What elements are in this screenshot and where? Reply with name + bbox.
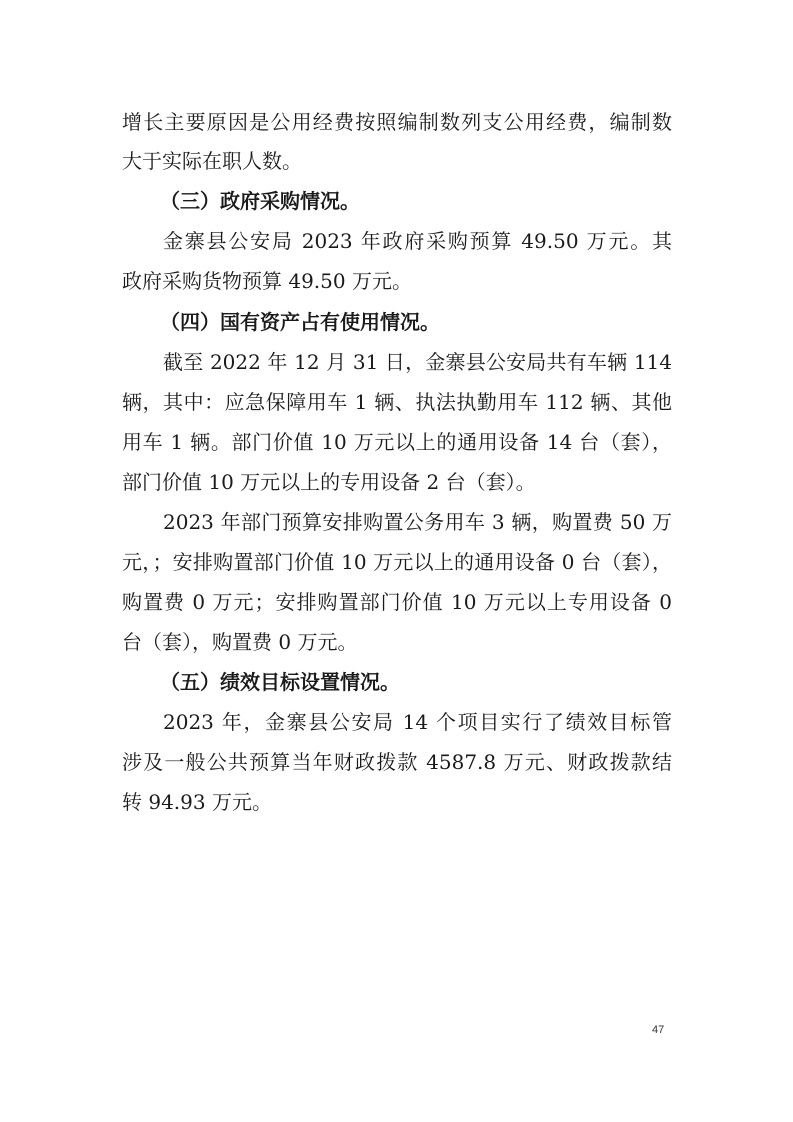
body-line: 辆，其中：应急保障用车 1 辆、执法执勤用车 112 辆、其他: [122, 390, 672, 414]
body-line: 购置费 0 万元；安排购置部门价值 10 万元以上专用设备 0: [122, 590, 672, 614]
section-heading-performance: （五）绩效目标设置情况。: [160, 670, 400, 694]
body-line: 台（套），购置费 0 万元。: [122, 630, 358, 654]
body-line: 大于实际在职人数。: [122, 149, 302, 173]
body-line: 政府采购货物预算 49.50 万元。: [122, 269, 412, 293]
body-line: 金寨县公安局 2023 年政府采购预算 49.50 万元。其: [163, 229, 672, 253]
body-line: 元，；安排购置部门价值 10 万元以上的通用设备 0 台（套），: [122, 550, 672, 574]
page-number: 47: [652, 1024, 665, 1036]
body-line: 用车 1 辆。部门价值 10 万元以上的通用设备 14 台（套），: [122, 430, 672, 454]
section-heading-procurement: （三）政府采购情况。: [160, 189, 360, 213]
section-heading-assets: （四）国有资产占有使用情况。: [160, 310, 440, 334]
body-line: 增长主要原因是公用经费按照编制数列支公用经费，编制数: [122, 110, 672, 134]
body-line: 2023 年，金寨县公安局 14 个项目实行了绩效目标管: [163, 710, 672, 734]
body-line: 转 94.93 万元。: [122, 790, 272, 814]
body-line: 2023 年部门预算安排购置公务用车 3 辆，购置费 50 万: [163, 510, 672, 534]
body-line: 涉及一般公共预算当年财政拨款 4587.8 万元、财政拨款结: [122, 750, 672, 774]
body-line: 部门价值 10 万元以上的专用设备 2 台（套）。: [122, 470, 536, 494]
body-line: 截至 2022 年 12 月 31 日，金寨县公安局共有车辆 114: [163, 350, 672, 374]
